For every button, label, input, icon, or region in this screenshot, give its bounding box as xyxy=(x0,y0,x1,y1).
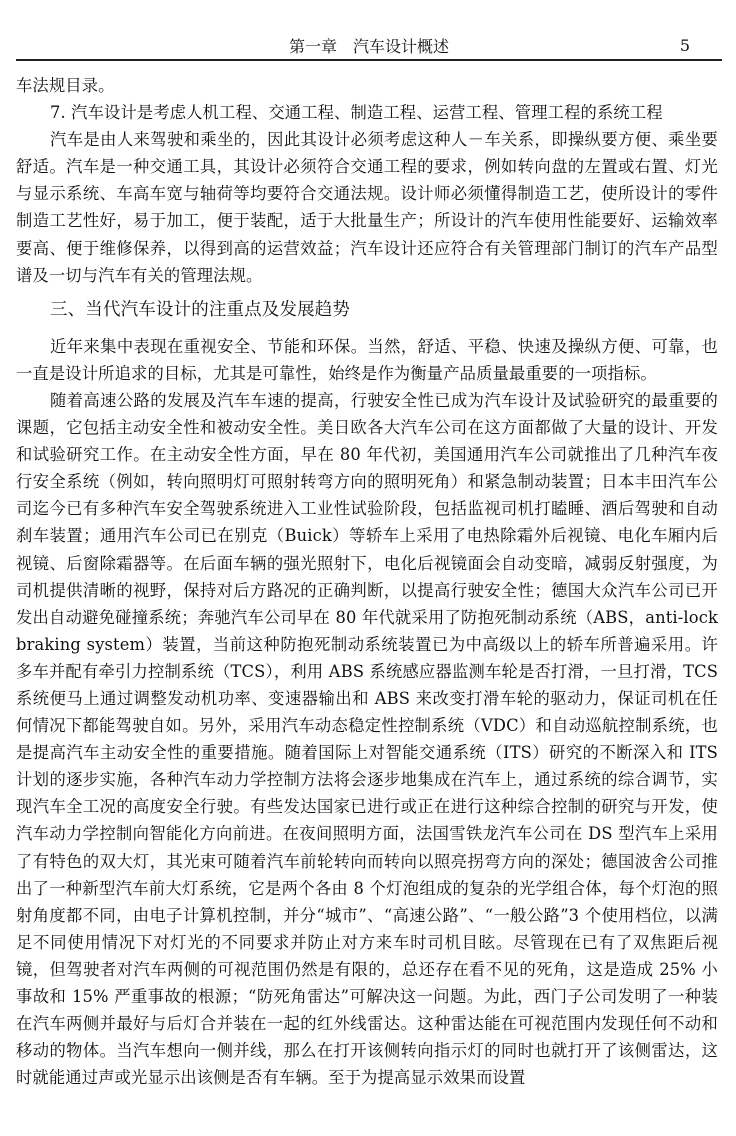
running-header xyxy=(16,30,722,58)
paragraph: 汽车是由人来驾驶和乘坐的，因此其设计必须考虑这种人－车关系，即操纵要方便、乘坐要舒适。汽车是一种交通工具，其设计必须符合交通工程的要求，例如转向盘的左置或右置、灯光与显示系统、车高车宽与轴荷等均要符合交通法规。设计师必须懂得制造工艺，使所设计的零件制造工艺性好，易于加工，便于装配，适于大批量生产；所设计的汽车使用性能要好、运输效率要高、便于维修保养，以得到高的运营效益；汽车设计还应符合有关管理部门制订的汽车产品型谱及一切与汽车有关的管理法规。 xyxy=(16,130,718,285)
numbered-item-heading: 7. 汽车设计是考虑人机工程、交通工程、制造工程、运营工程、管理工程的系统工程 xyxy=(50,103,663,123)
chapter-title: 第一章 汽车设计概述 xyxy=(288,37,449,56)
page-number: 5 xyxy=(679,36,690,55)
paragraph: 车法规目录。 xyxy=(16,76,115,95)
body-text xyxy=(16,72,718,1091)
section-heading: 三、当代汽车设计的注重点及发展趋势 xyxy=(50,299,351,320)
header-rule xyxy=(16,59,722,61)
paragraph: 随着高速公路的发展及汽车车速的提高，行驶安全性已成为汽车设计及试验研究的最重要的课题，它包括主动安全性和被动安全性。美日欧各大汽车公司在这方面都做了大量的设计、开发和试验研究工作。在主动安全性方面，早在 80 年代初，美国通用汽车公司就推出了几种汽车夜行安全系统（例如，转向照明灯可照射转弯方向的照明死角）和紧急制动装置；日本丰田汽车公司迄今已有多种汽车安全驾驶系统进入工业性试验阶段，包括监视司机打瞌睡、酒后驾驶和自动刹车装置；通用汽车公司已在别克（Buick）等轿车上采用了电热除霜外后视镜、电化车厢内后视镜、后窗除霜器等。在后面车辆的强光照射下，电化后视镜面会自动变暗，减弱反射强度，为司机提供清晰的视野，保持对后方路况的正确判断，以提高行驶安全性；德国大众汽车公司已开发出自动避免碰撞系统；奔驰汽车公司早在 80 年代就采用了防抱死制动系统（ABS，anti-lock braking system）装置，当前这种防抱死制动系统装置已为中高级以上的轿车所普遍采用。许多车并配有牵引力控制系统（TCS），利用 ABS 系统感应器监测车轮是否打滑，一旦打滑，TCS 系统便马上通过调整发动机功率、变速器输出和 ABS 来改变打滑车轮的驱动力，保证司机在任何情况下都能驾驶自如。另外，采用汽车动态稳定性控制系统（VDC）和自动巡航控制系统，也是提高汽车主动安全性的重要措施。随着国际上对智能交通系统（ITS）研究的不断深入和 ITS 计划的逐步实施，各种汽车动力学控制方法将会逐步地集成在汽车上，通过系统的综合调节，实现汽车全工况的高度安全行驶。有些发达国家已进行或正在进行这种综合控制的研究与开发，使汽车动力学控制向智能化方向前进。在夜间照明方面，法国雪铁龙汽车公司在 DS 型汽车上采用了有特色的双大灯，其光束可随着汽车前轮转向而转向以照亮拐弯方向的深处；德国波舍公司推出了一种新型汽车前大灯系统，它是两个各由 8 个灯泡组成的复杂的光学组合体，每个灯泡的照射角度都不同，由电子计算机控制，并分“城市”、“高速公路”、“一般公路”3 个使用档位，以满足不同使用情况下对灯光的不同要求并防止对方来车时司机目眩。尽管现在已有了双焦距后视镜，但驾驶者对汽车两侧的可视范围仍然是有限的，总还存在看不见的死角，这是造成 25% 小事故和 15% 严重事故的根源；“防死角雷达”可解决这一问题。为此，西门子公司发明了一种装在汽车两侧并最好与后灯合并装在一起的红外线雷达。这种雷达能在可视范围内发现任何不动和移动的物体。当汽车想向一侧并线，那么在打开该侧转向指示灯的同时也就打开了该侧雷达，这时就能通过声或光显示出该侧是否有车辆。至于为提高显示效果而设置 xyxy=(16,390,718,1088)
paragraph: 近年来集中表现在重视安全、节能和环保。当然，舒适、平稳、快速及操纵方便、可靠，也一直是设计所追求的目标，尤其是可靠性，始终是作为衡量产品质量最重要的一项指标。 xyxy=(16,336,718,383)
